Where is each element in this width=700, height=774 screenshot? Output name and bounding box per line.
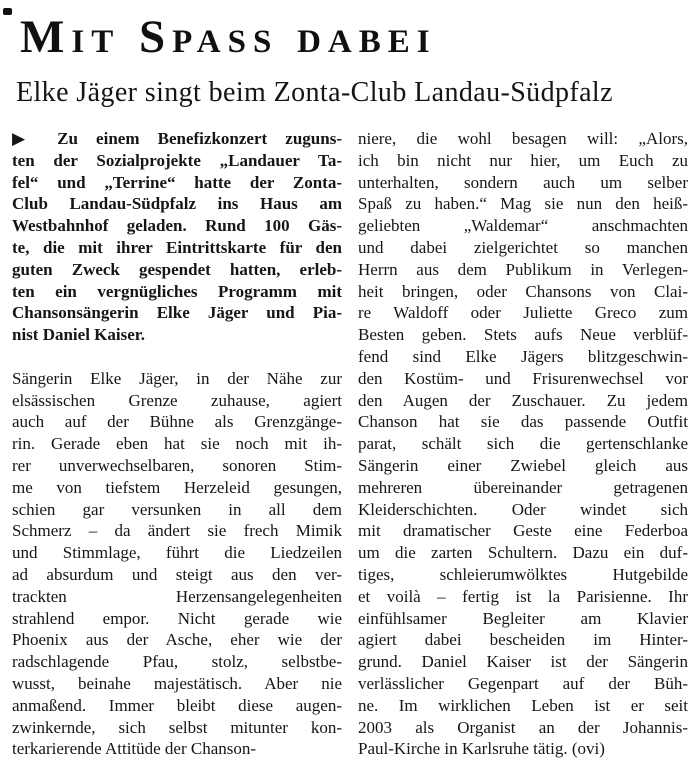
body-paragraph: [12, 368, 342, 760]
text-line: und Stimmlage, führt die Liedzeilen: [12, 543, 342, 563]
text-line: und dabei zielgerichtet so manchen: [358, 237, 688, 257]
text-line: ne. Im wirklichen Leben ist er seit: [358, 695, 688, 715]
text-line: ▶ Zu einem Benefizkonzert zuguns-: [12, 129, 342, 148]
text-line: Paul-Kirche in Karlsruhe tätig. (ovi): [358, 739, 605, 759]
left-column: [12, 128, 342, 760]
text-line: mit dramatischer Geste eine Federboa: [358, 521, 688, 541]
text-line: verlässlicher Gegenpart auf der Büh-: [358, 673, 688, 693]
text-line: terkarierende Attitüde der Chanson-: [12, 739, 257, 759]
text-line: Besten geben. Stets aufs Neue verblüf-: [358, 325, 688, 345]
text-line: unterhalten, sondern auch um selber: [358, 172, 688, 192]
text-line: Club Landau-Südpfalz ins Haus am: [12, 194, 342, 214]
text-line: Sängerin einer Zwiebel gleich aus: [358, 455, 688, 475]
text-line: heit bringen, oder Chansons von Clai-: [358, 281, 688, 301]
text-line: grund. Daniel Kaiser ist der Sängerin: [358, 652, 688, 672]
text-line: Chanson hat sie das passende Outfit: [358, 412, 688, 432]
text-line: strahlend empor. Nicht gerade wie: [12, 608, 342, 628]
scan-artifact: [3, 8, 12, 15]
text-line: Spaß zu haben.“ Mag sie nun den heiß-: [358, 194, 688, 214]
text-line: auch auf der Bühne als Grenzgänge-: [12, 412, 342, 432]
text-line: trackten Herzensangelegenheiten: [12, 586, 342, 606]
text-line: Schmerz – da ändert sie frech Mimik: [12, 521, 342, 541]
text-line: agiert dabei bescheiden im Hinter-: [358, 630, 688, 650]
right-column: [358, 128, 688, 760]
text-line: schien gar versunken in all dem: [12, 499, 342, 519]
article-title: Mit Spass dabei: [20, 11, 437, 63]
text-line: Sängerin Elke Jäger, in der Nähe zur: [12, 368, 342, 388]
article-body: [0, 128, 700, 760]
text-line: rer unverwechselbaren, sonoren Stim-: [12, 455, 342, 475]
text-line: elsässischen Grenze zuhause, agiert: [12, 390, 342, 410]
text-line: Herrn aus dem Publikum in Verlegen-: [358, 259, 688, 279]
text-line: guten Zweck gespendet hatten, erleb-: [12, 259, 342, 279]
text-line: te, die mit ihrer Eintrittskarte für den: [12, 237, 342, 257]
text-line: niere, die wohl besagen will: „Alors,: [358, 129, 688, 148]
text-line: et voilà – fertig ist la Parisienne. Ihr: [358, 586, 688, 606]
text-line: radschlagende Pfau, stolz, selbstbe-: [12, 652, 342, 672]
text-line: ten der Sozialprojekte „Landauer Ta-: [12, 150, 342, 170]
text-line: den Augen der Zuschauer. Zu jedem: [358, 390, 688, 410]
text-line: den Kostüm- und Frisurenwechsel vor: [358, 368, 688, 388]
text-line: um die zarten Schultern. Dazu ein duf-: [358, 543, 688, 563]
text-line: parat, schält sich die gertenschlanke: [358, 434, 688, 454]
text-line: fend sind Elke Jägers blitzgeschwin-: [358, 346, 688, 366]
text-line: ad absurdum und steigt aus den ver-: [12, 564, 342, 584]
text-line: 2003 als Organist an der Johannis-: [358, 717, 688, 737]
text-line: me von tiefstem Herzeleid gesungen,: [12, 477, 342, 497]
text-line: einfühlsamer Begleiter am Klavier: [358, 608, 688, 628]
text-line: Phoenix aus der Asche, eher wie der: [12, 630, 342, 650]
text-line: re Waldoff oder Juliette Greco zum: [358, 303, 688, 323]
text-line: ich bin nicht nur hier, um Euch zu: [358, 150, 688, 170]
text-line: geliebten „Waldemar“ anschmachten: [358, 216, 688, 236]
text-line: mehreren übereinander getragenen: [358, 477, 688, 497]
text-line: ten ein vergnügliches Programm mit: [12, 281, 342, 301]
text-line: Chansonsängerin Elke Jäger und Pia-: [12, 303, 342, 323]
text-line: fel“ und „Terrine“ hatte der Zonta-: [12, 172, 342, 192]
lead-paragraph: [12, 128, 342, 346]
text-line: zwinkernde, sich selbst mitunter kon-: [12, 717, 342, 737]
text-line: anmaßend. Immer bleibt diese augen-: [12, 695, 342, 715]
text-line: tiges, schleierumwölktes Hutgebilde: [358, 564, 688, 584]
body-paragraph-continued: [358, 128, 688, 760]
text-line: wusst, beinahe majestätisch. Aber nie: [12, 673, 342, 693]
text-line: rin. Gerade eben hat sie noch mit ih-: [12, 434, 342, 454]
text-line: Westbahnhof geladen. Rund 100 Gäs-: [12, 216, 342, 236]
article-subtitle: Elke Jäger singt beim Zonta-Club Landau-Südpfalz: [16, 77, 613, 108]
text-line: Kleiderschichten. Oder windet sich: [358, 499, 688, 519]
text-line: nist Daniel Kaiser.: [12, 325, 146, 345]
